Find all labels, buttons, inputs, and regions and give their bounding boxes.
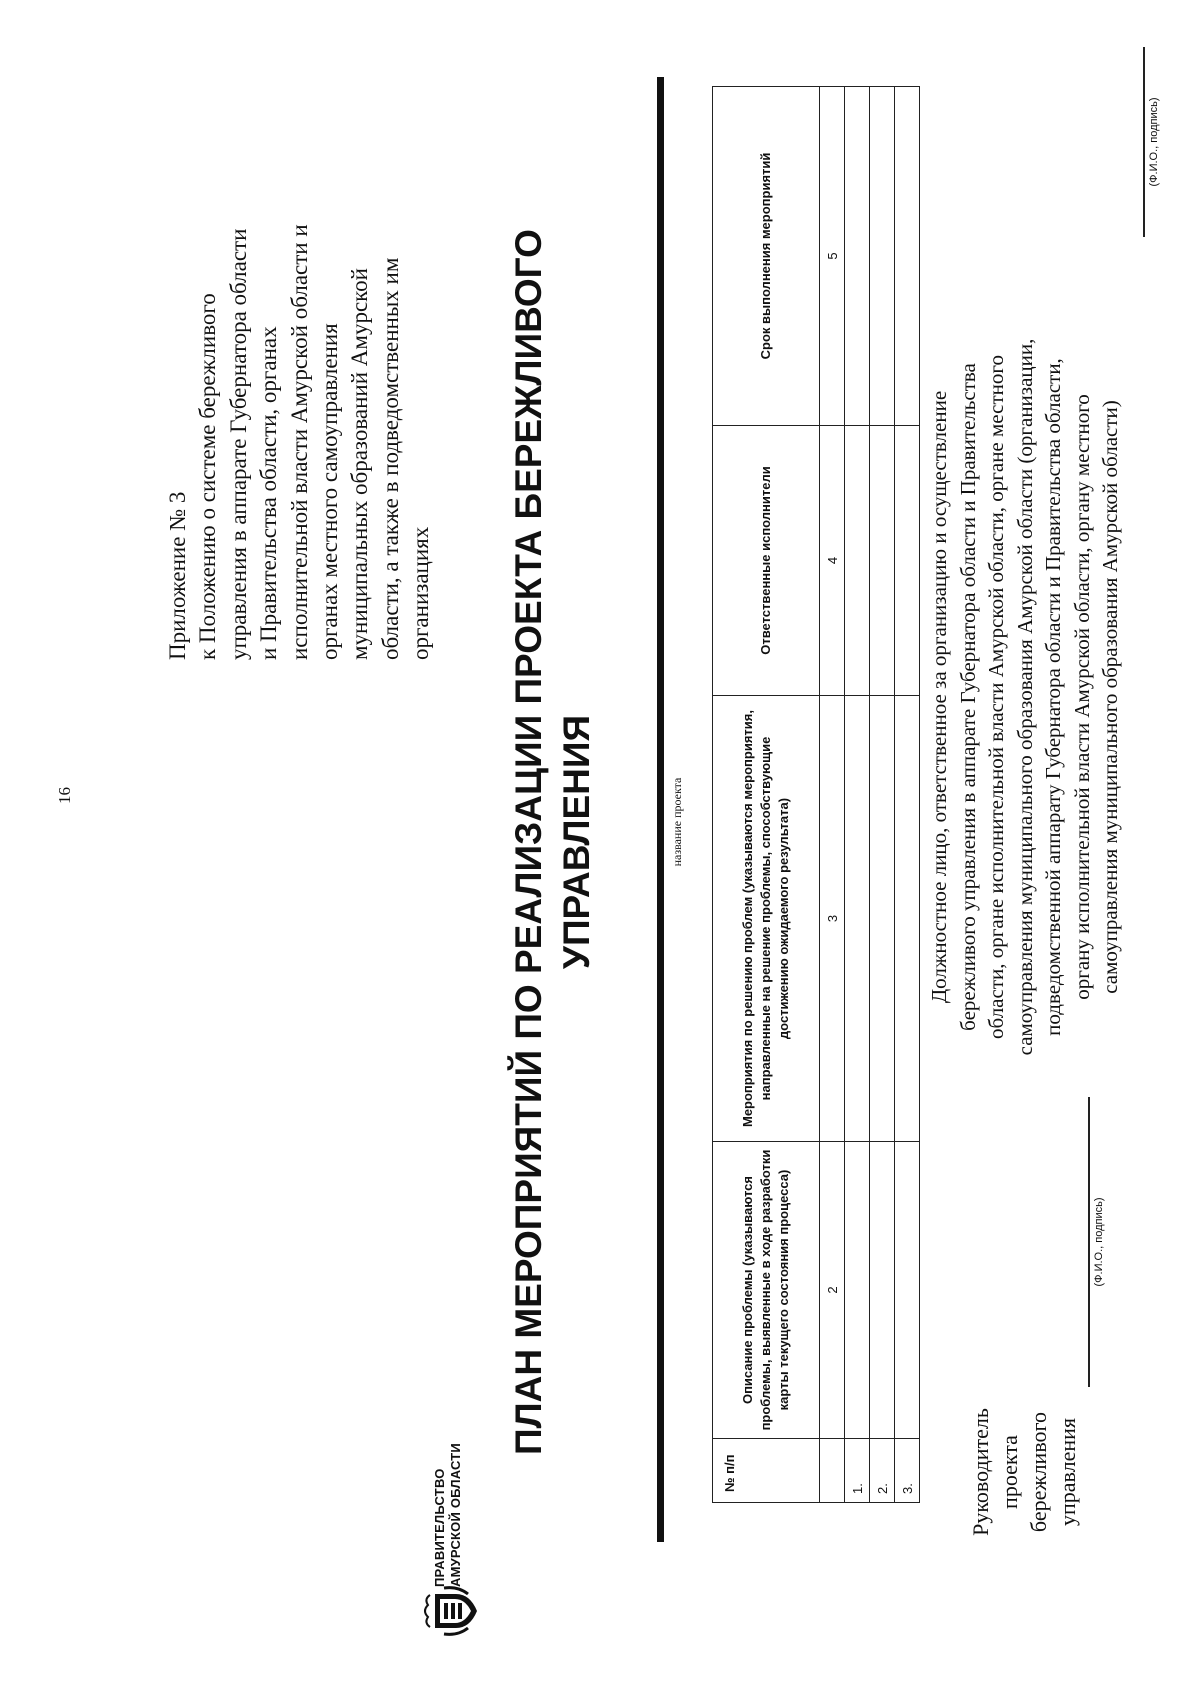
appendix-line: органах местного самоуправления bbox=[317, 323, 343, 660]
responsible-line: самоуправления муниципального образования Амурской области (организации, bbox=[1012, 338, 1037, 1056]
responsible-line: бережливого управления в аппарате Губернатора области и Правительства bbox=[955, 363, 980, 1031]
column-header-problem: Описание проблемы (указываются проблемы, выявленные в ходе разработки карты текущего состояния процесса) bbox=[713, 1142, 820, 1439]
appendix-line: исполнительной власти Амурской области и bbox=[286, 224, 312, 660]
project-manager-label bbox=[966, 1397, 1082, 1547]
table-cell bbox=[820, 1439, 845, 1503]
column-header-number: № п/п bbox=[713, 1439, 820, 1503]
table-row bbox=[820, 87, 845, 1503]
appendix-line: области, а также в подведомственных им bbox=[377, 257, 403, 660]
table-cell: 2. bbox=[870, 1439, 895, 1503]
manager-signature-caption: (Ф.И.О., подпись) bbox=[1093, 1197, 1105, 1287]
plan-table bbox=[712, 86, 920, 1503]
table-cell: 1. bbox=[845, 1439, 870, 1503]
table-cell bbox=[895, 1142, 920, 1439]
appendix-line: и Правительства области, органах bbox=[256, 326, 282, 660]
manager-signature-line bbox=[1088, 1097, 1090, 1387]
title-line: УПРАВЛЕНИЯ bbox=[556, 714, 597, 970]
column-header-measures: Мероприятия по решению проблем (указываются мероприятия, направленные на решение проблемы, способствующие достижению ожидаемого результата) bbox=[713, 696, 820, 1142]
table-cell: 3. bbox=[895, 1439, 920, 1503]
project-name-line bbox=[657, 77, 664, 1542]
manager-label-line: бережливого bbox=[1026, 1411, 1051, 1533]
logo-line: ПРАВИТЕЛЬСТВО bbox=[432, 1468, 447, 1587]
manager-label-line: Руководитель bbox=[968, 1408, 993, 1536]
responsible-signature-line bbox=[1143, 47, 1145, 237]
appendix-note bbox=[163, 45, 437, 660]
column-header-responsible: Ответственные исполнители bbox=[713, 426, 820, 696]
responsible-line: органу исполнительной власти Амурской области, органу местного bbox=[1069, 394, 1094, 1000]
table-cell: 4 bbox=[820, 426, 845, 696]
responsible-official-label bbox=[925, 317, 1125, 1077]
government-logo bbox=[422, 1237, 482, 1637]
responsible-line: области, органе исполнительной власти Амурской области, органе местного bbox=[984, 355, 1008, 1039]
table-row bbox=[870, 87, 895, 1503]
logo-text bbox=[432, 1443, 464, 1587]
table-cell: 3 bbox=[820, 696, 845, 1142]
table-header-row bbox=[713, 87, 820, 1503]
table-cell: 2 bbox=[820, 1142, 845, 1439]
table-cell bbox=[845, 1142, 870, 1439]
table-cell: 5 bbox=[820, 87, 845, 426]
table-cell bbox=[845, 87, 870, 426]
appendix-line: организациях bbox=[408, 526, 434, 660]
appendix-line: к Положению о системе бережливого bbox=[195, 293, 221, 660]
page-number: 16 bbox=[55, 787, 74, 804]
responsible-line: Должностное лицо, ответственное за организацию и осуществление bbox=[927, 390, 951, 1004]
table-cell bbox=[870, 696, 895, 1142]
table-cell bbox=[895, 426, 920, 696]
table-cell bbox=[845, 696, 870, 1142]
table-cell bbox=[870, 426, 895, 696]
table-cell bbox=[870, 87, 895, 426]
table-cell bbox=[895, 696, 920, 1142]
appendix-line: муниципальных образований Амурской bbox=[347, 268, 373, 660]
manager-label-line: управления bbox=[1055, 1417, 1080, 1527]
table-cell bbox=[870, 1142, 895, 1439]
appendix-line: управления в аппарате Губернатора области bbox=[225, 228, 251, 660]
responsible-line: самоуправления муниципального образования Амурской области) bbox=[1098, 400, 1122, 994]
table-row bbox=[845, 87, 870, 1503]
table-row bbox=[895, 87, 920, 1503]
document-title bbox=[505, 107, 601, 1577]
title-line: ПЛАН МЕРОПРИЯТИЙ ПО РЕАЛИЗАЦИИ ПРОЕКТА БЕРЕЖЛИВОГО bbox=[508, 229, 549, 1455]
table-cell bbox=[895, 87, 920, 426]
table-cell bbox=[845, 426, 870, 696]
column-header-deadline: Срок выполнения мероприятий bbox=[713, 87, 820, 426]
project-name-caption: название проекта bbox=[670, 777, 684, 867]
manager-label-line: проекта bbox=[997, 1435, 1022, 1509]
logo-line: АМУРСКОЙ ОБЛАСТИ bbox=[448, 1443, 463, 1587]
appendix-line: Приложение № 3 bbox=[165, 491, 190, 660]
responsible-line: подведомственной аппарату Губернатора области и Правительства области, bbox=[1041, 358, 1065, 1036]
responsible-signature-caption: (Ф.И.О., подпись) bbox=[1148, 97, 1160, 187]
coat-of-arms-icon bbox=[422, 1585, 480, 1637]
